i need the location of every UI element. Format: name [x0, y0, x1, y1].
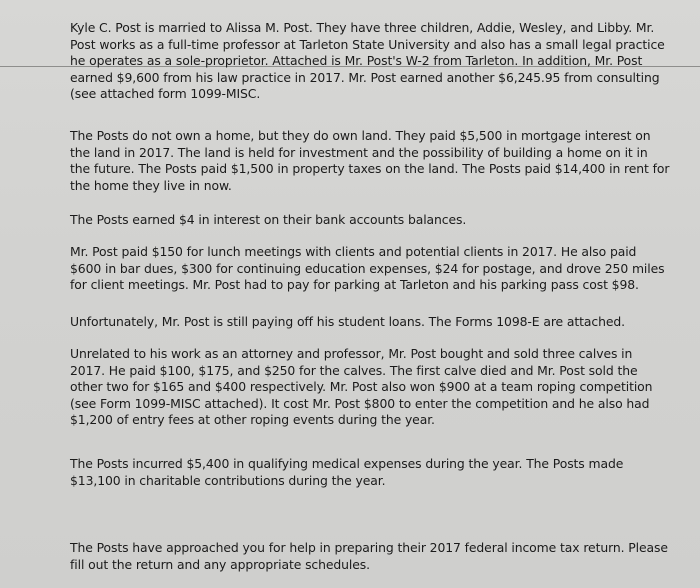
paragraph-calves-and-roping: Unrelated to his work as an attorney and professor, Mr. Post bought and sold three calves in 2017. He paid $100, $175, and $250 for the calves. The first calve died and Mr. Post sold the other two for $165 and $400 respectively. Mr. Post also won $900 at a team roping competition (see Form 1099-MISC attached). It cost Mr. Post $800 to enter the competition and he also had $1,200 of entry fees at other roping events during the year. [70, 346, 653, 428]
paragraph-family-and-income: Kyle C. Post is married to Alissa M. Post. They have three children, Addie, Wesley, and Libby. Mr. Post works as a full-time professor at Tarleton State University and also has a small legal practice he operates as a sole-proprietor. Attached is Mr. Post's W-2 from Tarleton. In addition, Mr. Post earned $9,600 from his law practice in 2017. Mr. Post earned another $6,245.95 from consulting (see attached form 1099-MISC. [70, 20, 665, 102]
paragraph-interest-income: The Posts earned $4 in interest on their bank accounts balances. [70, 212, 467, 227]
paragraph-student-loans: Unfortunately, Mr. Post is still paying off his student loans. The Forms 1098-E are attached. [70, 314, 626, 329]
paragraph-medical-and-charity: The Posts incurred $5,400 in qualifying medical expenses during the year. The Posts made $13,100 in charitable contributions during the year. [70, 456, 624, 488]
paragraph-request: The Posts have approached you for help in preparing their 2017 federal income tax return. Please fill out the return and any appropriate schedules. [70, 540, 668, 572]
paragraph-land-and-rent: The Posts do not own a home, but they do own land. They paid $5,500 in mortgage interest on the land in 2017. The land is held for investment and the possibility of building a home on it in the future. The Posts paid $1,500 in property taxes on the land. The Posts paid $14,400 in rent for the home they live in now. [70, 128, 670, 193]
paragraph-business-expenses: Mr. Post paid $150 for lunch meetings with clients and potential clients in 2017. He also paid $600 in bar dues, $300 for continuing education expenses, $24 for postage, and drove 250 miles for client meetings. Mr. Post had to pay for parking at Tarleton and his parking pass cost $98. [70, 244, 665, 293]
